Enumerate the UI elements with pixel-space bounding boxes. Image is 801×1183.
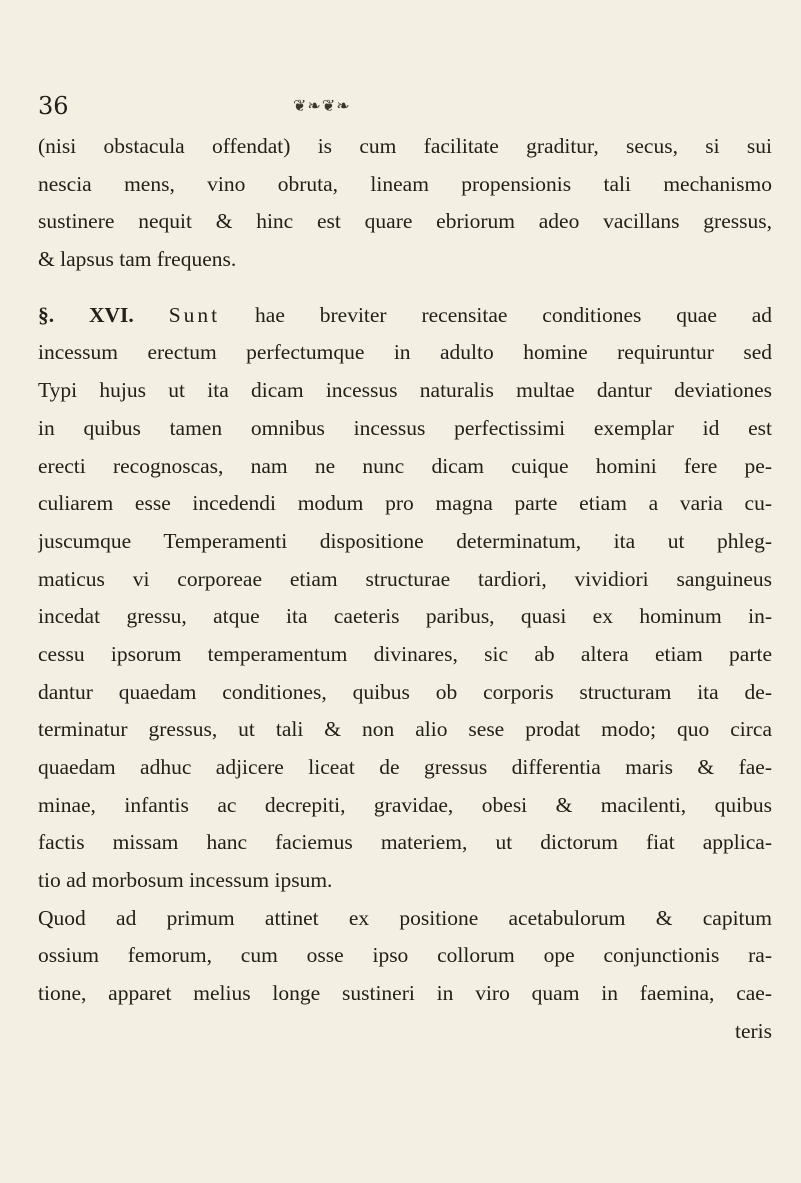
- text-line: Quod ad primum attinet ex positione acetabulorum & capitum: [38, 905, 772, 930]
- text-line: dantur quaedam conditiones, quibus ob corporis structuram ita de-: [38, 679, 772, 704]
- section-first-word: Sunt: [168, 302, 221, 327]
- text-line: maticus vi corporeae etiam structurae tardiori, vividiori sanguineus: [38, 566, 772, 591]
- text-line: tione, apparet melius longe sustineri in viro quam in faemina, cae-: [38, 981, 772, 1006]
- text-line: in quibus tamen omnibus incessus perfectissimi exemplar id est: [38, 415, 772, 440]
- text-line: & lapsus tam frequens.: [38, 247, 237, 272]
- text-line: quaedam adhuc adjicere liceat de gressus differentia maris & fae-: [38, 755, 772, 779]
- text-line: terminatur gressus, ut tali & non alio sese prodat modo; quo circa: [38, 717, 772, 742]
- page-header: [38, 92, 778, 122]
- text-line: factis missam hanc faciemus materiem, ut dictorum fiat applica-: [38, 830, 772, 855]
- text-line: minae, infantis ac decrepiti, gravidae, obesi & macilenti, quibus: [38, 792, 772, 817]
- header-ornament: ❦❧❦❧: [293, 96, 351, 115]
- text-line: cessu ipsorum temperamentum divinares, sic ab altera etiam parte: [38, 641, 772, 666]
- section-first-line-rest: hae breviter recensitae conditiones quae ad: [255, 302, 772, 327]
- text-line: juscumque Temperamenti dispositione determinatum, ita ut phleg-: [38, 528, 772, 553]
- text-line: (nisi obstacula offendat) is cum facilitate graditur, secus, si sui: [38, 134, 772, 158]
- text-line: culiarem esse incedendi modum pro magna parte etiam a varia cu-: [38, 491, 772, 516]
- text-line: ossium femorum, cum osse ipso collorum ope conjunctionis ra-: [38, 943, 772, 968]
- page-number: 36: [38, 92, 69, 120]
- text-line: Typi hujus ut ita dicam incessus naturalis multae dantur deviationes: [38, 378, 772, 403]
- text-line: erecti recognoscas, nam ne nunc dicam cuique homini fere pe-: [38, 453, 772, 478]
- section-gap: [38, 279, 772, 297]
- body-text: [38, 128, 772, 1051]
- catchword: teris: [734, 1018, 772, 1043]
- section-mark: §. XVI.: [38, 302, 134, 327]
- text-line: nescia mens, vino obruta, lineam propensionis tali mechanismo: [38, 171, 772, 196]
- text-line: tio ad morbosum incessum ipsum.: [38, 868, 333, 893]
- text-line: sustinere nequit & hinc est quare ebriorum adeo vacillans gressus,: [38, 209, 772, 234]
- section-heading-line: [38, 297, 772, 335]
- text-line: incessum erectum perfectumque in adulto homine requiruntur sed: [38, 340, 772, 365]
- text-line: incedat gressu, atque ita caeteris paribus, quasi ex hominum in-: [38, 604, 772, 629]
